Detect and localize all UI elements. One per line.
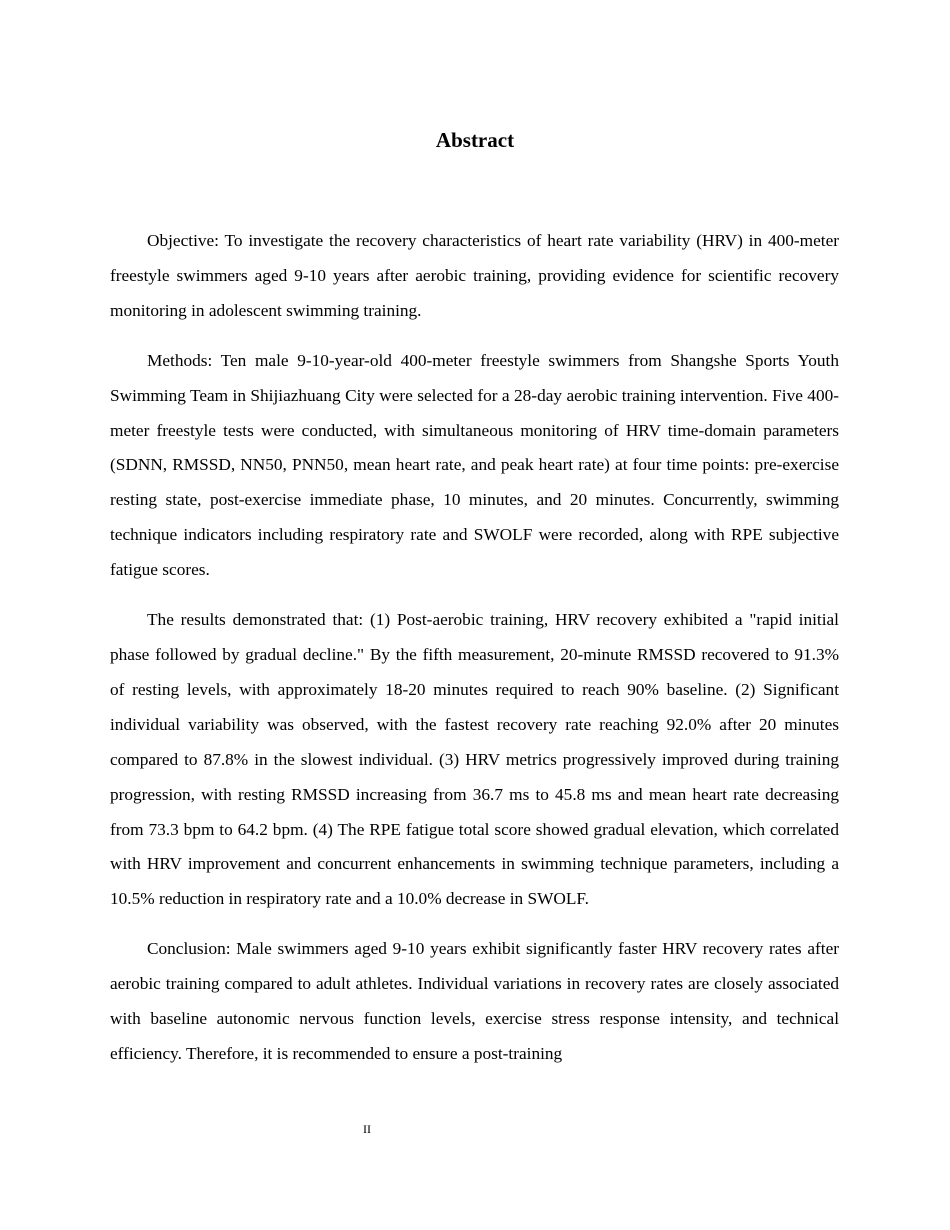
conclusion-paragraph: Conclusion: Male swimmers aged 9-10 years exhibit significantly faster HRV recovery rates after aerobic training compared to adult athletes. Individual variations in recovery rates are closely associated with baseline autonomic nervous function levels, exercise stress response intensity, and technical efficiency. Therefore, it is recommended to ensure a post-training [110,939,839,1063]
abstract-title: Abstract [435,128,515,153]
methods-paragraph: Methods: Ten male 9-10-year-old 400-meter freestyle swimmers from Shangshe Sports Youth Swimming Team in Shijiazhuang City were selected for a 28-day aerobic training intervention. Five 400-meter freestyle tests were conducted, with simultaneous monitoring of HRV time-domain parameters (SDNN, RMSSD, NN50, PNN50, mean heart rate, and peak heart rate) at four time points: pre-exercise resting state, post-exercise immediate phase, 10 minutes, and 20 minutes. Concurrently, swimming technique indicators including respiratory rate and SWOLF were recorded, along with RPE subjective fatigue scores. [110,350,839,580]
abstract-body [110,224,839,1108]
objective-paragraph: Objective: To investigate the recovery characteristics of heart rate variability (HRV) in 400-meter freestyle swimmers aged 9-10 years after aerobic training, providing evidence for scientific recovery monitoring in adolescent swimming training. [110,231,839,320]
page-number: II [363,1122,371,1136]
results-paragraph: The results demonstrated that: (1) Post-aerobic training, HRV recovery exhibited a "rapid initial phase followed by gradual decline." By the fifth measurement, 20-minute RMSSD recovered to 91.3% of resting levels, with approximately 18-20 minutes required to reach 90% baseline. (2) Significant individual variability was observed, with the fastest recovery rate reaching 92.0% after 20 minutes compared to 87.8% in the slowest individual. (3) HRV metrics progressively improved during training progression, with resting RMSSD increasing from 36.7 ms to 45.8 ms and mean heart rate decreasing from 73.3 bpm to 64.2 bpm. (4) The RPE fatigue total score showed gradual elevation, which correlated with HRV improvement and concurrent enhancements in swimming technique parameters, including a 10.5% reduction in respiratory rate and a 10.0% decrease in SWOLF. [110,610,839,909]
